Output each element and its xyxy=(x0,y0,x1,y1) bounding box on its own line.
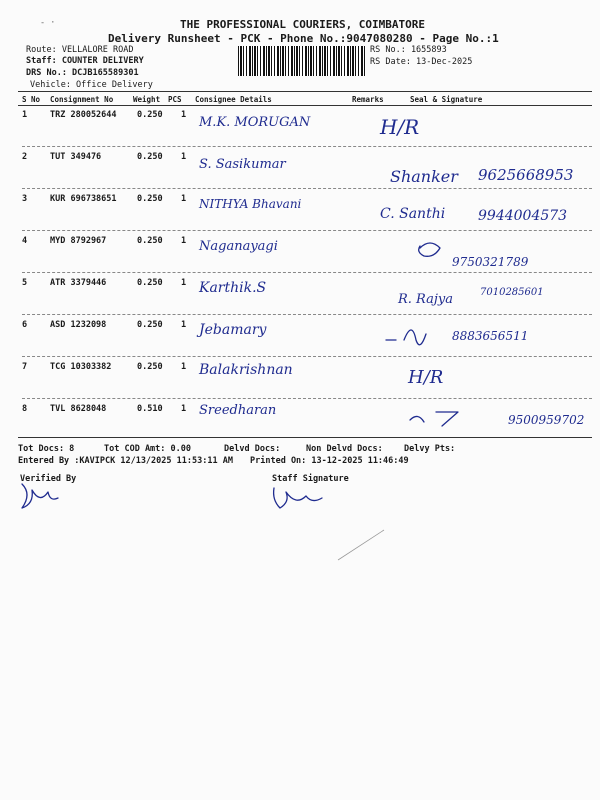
handwritten-phone: 9750321789 xyxy=(452,255,529,269)
handwritten-consignee: Balakrishnan xyxy=(199,362,293,378)
handwritten-phone: 7010285601 xyxy=(480,287,544,298)
row4-pcs: 1 xyxy=(181,236,187,246)
handwritten-phone: 9500959702 xyxy=(508,413,585,427)
route-text: Route: VELLALORE ROAD xyxy=(26,45,134,55)
table-header-rule xyxy=(18,105,592,106)
row3-sno: 3 xyxy=(22,194,28,204)
row8-sno: 8 xyxy=(22,404,28,414)
pen-stroke xyxy=(336,528,386,562)
company-name: THE PROFESSIONAL COURIERS, COIMBATORE xyxy=(180,18,426,31)
row7-consignment: TCG 10303382 xyxy=(50,362,112,372)
row7-pcs: 1 xyxy=(181,362,187,372)
total-cod: Tot COD Amt: 0.00 xyxy=(104,444,191,454)
row3-pcs: 1 xyxy=(181,194,187,204)
row4-sno: 4 xyxy=(22,236,28,246)
delivery-points: Delvy Pts: xyxy=(404,444,456,454)
col-weight: Weight xyxy=(133,95,161,104)
verified-signature xyxy=(18,478,88,518)
total-docs: Tot Docs: 8 xyxy=(18,444,75,454)
handwritten-phone: 9625668953 xyxy=(478,166,574,184)
staff-signature-label: Staff Signature xyxy=(272,474,349,484)
signature-scribble xyxy=(419,243,440,256)
row6-weight: 0.250 xyxy=(137,320,163,330)
row7-weight: 0.250 xyxy=(137,362,163,372)
row2-weight: 0.250 xyxy=(137,152,163,162)
signature-mark: C. Santhi xyxy=(380,206,446,222)
signature-mark: H/R xyxy=(408,367,444,388)
rs-number: RS No.: 1655893 xyxy=(370,45,447,55)
row6-pcs: 1 xyxy=(181,320,187,330)
row6-consignment: ASD 1232098 xyxy=(50,320,107,330)
row5-weight: 0.250 xyxy=(137,278,163,288)
handwritten-consignee: Sreedharan xyxy=(199,403,277,418)
handwritten-consignee: NITHYA Bhavani xyxy=(199,197,302,211)
staff-signature xyxy=(268,480,338,516)
row1-weight: 0.250 xyxy=(137,110,163,120)
handwritten-consignee: S. Sasikumar xyxy=(199,157,286,172)
corner-mark: ‑ · xyxy=(40,18,56,28)
rs-date: RS Date: 13-Dec-2025 xyxy=(370,57,473,67)
signature-scribble xyxy=(410,412,458,426)
col-consignment: Consignment No xyxy=(50,95,114,104)
printed-on: Printed On: 13-12-2025 11:46:49 xyxy=(250,456,409,466)
staff-text: Staff: COUNTER DELIVERY xyxy=(26,56,144,66)
signature-mark: H/R xyxy=(380,115,420,139)
row2-pcs: 1 xyxy=(181,152,187,162)
row4-consignment: MYD 8792967 xyxy=(50,236,107,246)
col-remarks: Remarks xyxy=(352,95,384,104)
vehicle-text: Vehicle: Office Delivery xyxy=(30,80,153,90)
row2-sno: 2 xyxy=(22,152,28,162)
entered-by: Entered By :KAVIPCK 12/13/2025 11:53:11 AM xyxy=(18,456,233,466)
row6-sno: 6 xyxy=(22,320,28,330)
row5-consignment: ATR 3379446 xyxy=(50,278,107,288)
row3-consignment: KUR 696738651 xyxy=(50,194,117,204)
handwritten-phone: 8883656511 xyxy=(452,329,529,343)
col-sno: S No xyxy=(22,95,41,104)
row8-pcs: 1 xyxy=(181,404,187,414)
verified-by-label: Verified By xyxy=(20,474,77,484)
row1-sno: 1 xyxy=(22,110,28,120)
consignee-handwriting xyxy=(195,108,355,428)
signature-mark: Shanker xyxy=(390,167,458,186)
non-delivered-docs: Non Delvd Docs: xyxy=(306,444,383,454)
drs-number: DRS No.: DCJB165589301 xyxy=(26,68,139,78)
row8-weight: 0.510 xyxy=(137,404,163,414)
col-seal: Seal & Signature xyxy=(410,95,483,104)
runsheet-title: Delivery Runsheet - PCK - Phone No.:9047080280 - Page No.:1 xyxy=(108,32,499,45)
row7-sno: 7 xyxy=(22,362,28,372)
row4-weight: 0.250 xyxy=(137,236,163,246)
row5-sno: 5 xyxy=(22,278,28,288)
row1-pcs: 1 xyxy=(181,110,187,120)
signature-mark: R. Rajya xyxy=(398,292,454,307)
handwritten-consignee: M.K. MORUGAN xyxy=(199,115,311,130)
row3-weight: 0.250 xyxy=(137,194,163,204)
row5-pcs: 1 xyxy=(181,278,187,288)
row1-consignment: TRZ 280052644 xyxy=(50,110,117,120)
delivered-docs: Delvd Docs: xyxy=(224,444,281,454)
row2-consignment: TUT 349476 xyxy=(50,152,102,162)
col-pcs: PCS xyxy=(168,95,182,104)
table-bottom-rule xyxy=(18,437,592,438)
table-top-rule xyxy=(18,91,592,92)
col-consignee: Consignee Details xyxy=(195,95,272,104)
barcode-image xyxy=(238,46,366,76)
row8-consignment: TVL 8628048 xyxy=(50,404,107,414)
signature-scribble xyxy=(386,330,426,345)
handwritten-consignee: Jebamary xyxy=(199,322,267,338)
handwritten-consignee: Karthik.S xyxy=(199,280,267,296)
seal-handwriting xyxy=(380,108,592,433)
handwritten-phone: 9944004573 xyxy=(478,208,568,224)
handwritten-consignee: Naganayagi xyxy=(199,239,278,254)
